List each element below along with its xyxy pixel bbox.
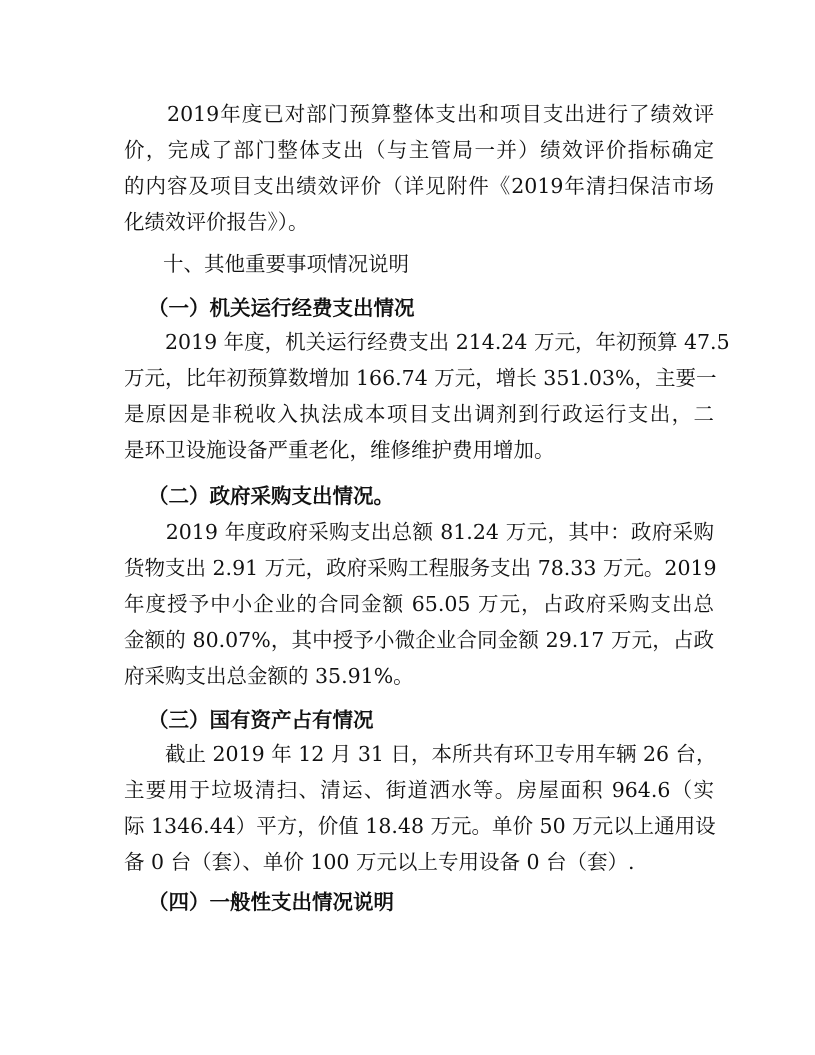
intro-line-2: 价，完成了部门整体支出（与主管局一并）绩效评价指标确定 [124, 138, 714, 162]
sub3-line-2: 主要用于垃圾清扫、清运、街道洒水等。房屋面积 964.6（实 [124, 778, 714, 802]
sub2-line-5: 府采购支出总金额的 35.91%。 [124, 664, 414, 688]
subsection-2-heading: （二）政府采购支出情况。 [148, 484, 394, 508]
sub2-line-3: 年度授予中小企业的合同金额 65.05 万元，占政府采购支出总 [124, 592, 714, 616]
subsection-4-heading: （四）一般性支出情况说明 [148, 890, 394, 914]
sub2-line-1: 2019 年度政府采购支出总额 81.24 万元，其中：政府采购 [124, 520, 714, 544]
sub3-line-3: 际 1346.44）平方，价值 18.48 万元。单价 50 万元以上通用设 [124, 814, 716, 838]
intro-line-1: 2019年度已对部门预算整体支出和项目支出进行了绩效评 [124, 102, 714, 126]
sub1-line-1: 2019 年度，机关运行经费支出 214.24 万元，年初预算 47.5 [124, 330, 730, 354]
sub1-line-2: 万元，比年初预算数增加 166.74 万元，增长 351.03%，主要一 [124, 366, 717, 390]
subsection-1-heading: （一）机关运行经费支出情况 [148, 296, 415, 320]
intro-line-3: 的内容及项目支出绩效评价（详见附件《2019年清扫保洁市场 [124, 174, 714, 198]
sub2-line-2: 货物支出 2.91 万元，政府采购工程服务支出 78.33 万元。2019 [124, 556, 717, 580]
intro-line-4: 化绩效评价报告》）。 [124, 210, 309, 234]
sub3-line-1: 截止 2019 年 12 月 31 日，本所共有环卫专用车辆 26 台， [124, 742, 717, 766]
sub1-line-4: 是环卫设施设备严重老化，维修维护费用增加。 [124, 438, 555, 462]
section-10-heading: 十、其他重要事项情况说明 [163, 252, 409, 276]
sub2-line-4: 金额的 80.07%，其中授予小微企业合同金额 29.17 万元，占政 [124, 628, 714, 652]
sub1-line-3: 是原因是非税收入执法成本项目支出调剂到行政运行支出，二 [124, 402, 714, 426]
subsection-3-heading: （三）国有资产占有情况 [148, 708, 374, 732]
sub3-line-4: 备 0 台（套）、单价 100 万元以上专用设备 0 台（套）. [124, 850, 635, 874]
